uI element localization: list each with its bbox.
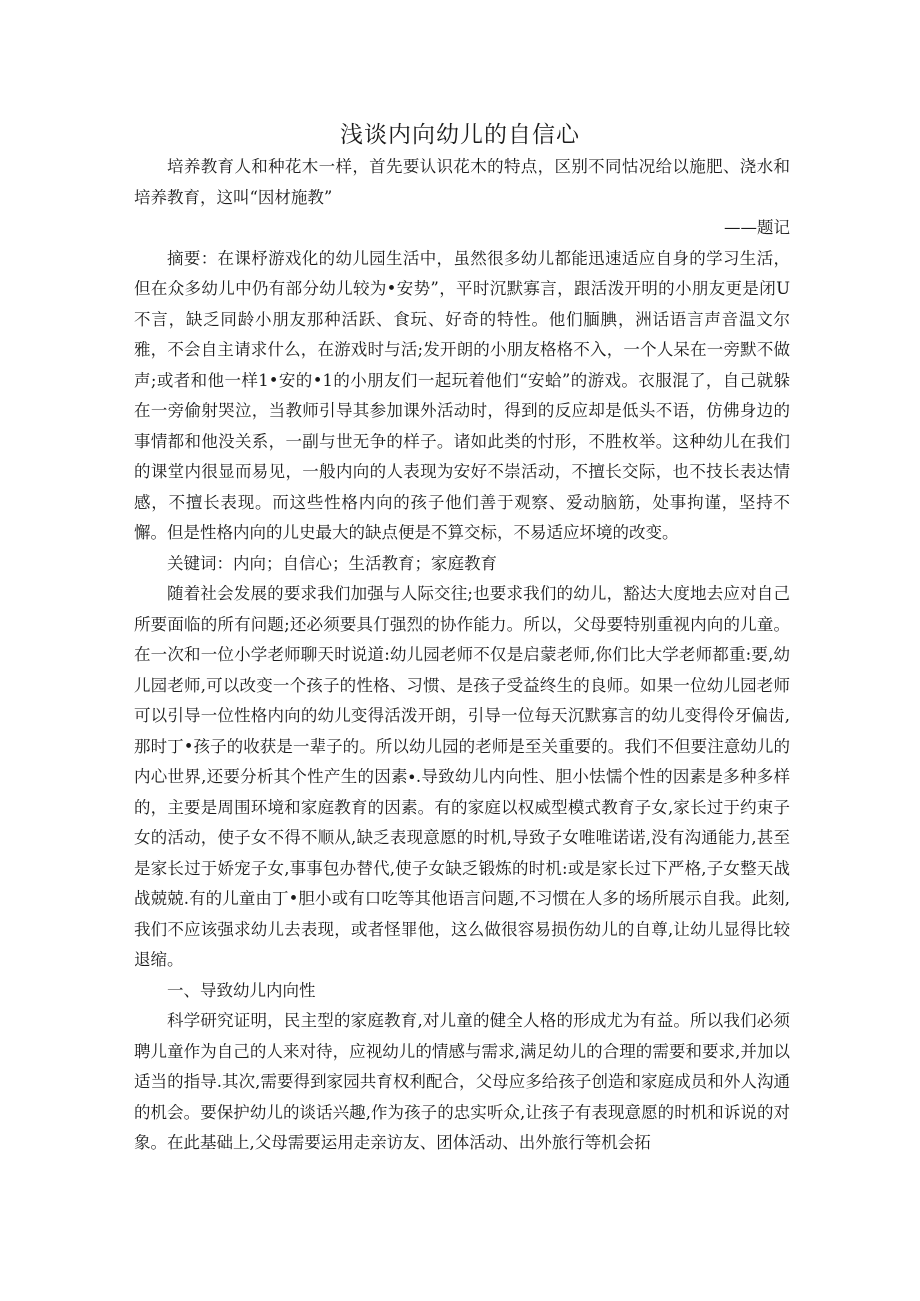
section-heading: 一、导致幼儿内向性 <box>167 980 316 1000</box>
epigraph-attribution: ——题记 <box>724 218 790 237</box>
keywords-line: 关键词：内向；自信心；生活教育；家庭教育 <box>167 553 497 573</box>
document-title: 浅谈内向幼儿的自信心 <box>340 122 580 148</box>
body-paragraph: 随着社会发展的要求我们加强与人际交往;也要求我们的幼儿，豁达大度地去应对自己所要面临的所有问题;还必须要具仃强烈的协作能力。所以，父母要特别重视内向的儿童。在一次和一位小学老师聊天时说道:幼儿园老师不仅是启蒙老师,你们比大学老师都重:要,幼儿园老师,可以改变一个孩子的性格、习惯、是孩子受益终生的良师。如果一位幼儿园老师可以引导一位性格内向的幼儿变得活泼开朗，引导一位每天沉默寡言的幼儿变得伶牙偏齿,那时丁•孩子的收获是一辈子的。所以幼儿园的老师是至关重要的。我们不但要注意幼儿的内心世界,还要分析其个性产生的因素∙.导致幼儿内向性、胆小怯懦个性的因素是多种多样的，主要是周围环境和家庭教育的因素。有的家庭以权威型模式教育子女,家长过于约束子女的活动，使子女不得不顺从,缺乏表现意愿的时机,导致子女唯唯诺诺,没有沟通能力,甚至是家长过于娇宠子女,事事包办替代,使子女缺乏锻炼的时机:或是家长过下严格,子女整天战战兢兢.有的儿童由丁•胆小或有口吃等其他语言问题,不习惯在人多的场所展示自我。此刻,我们不应该强求幼儿去表现，或者怪罪他，这么做很容易损伤幼儿的自尊,让幼儿显得比较退缩。 <box>134 584 790 969</box>
body-paragraph: 科学研究证明，民主型的家庭教育,对儿童的健全人格的形成尤为有益。所以我们必须聘儿童作为自己的人来对待，应视幼儿的情感与需求,满足幼儿的合理的需要和要求,并加以适当的指导.其次,需要得到家园共育权利配合，父母应多给孩子创造和家庭成员和外人沟通的机会。要保护幼儿的谈话兴趣,作为孩子的忠实听众,让孩子有表现意愿的时机和诉说的对象。在此基础上,父母需要运用走亲访友、团体活动、出外旅行等机会拓 <box>134 1011 790 1152</box>
document-body <box>134 152 790 1159</box>
epigraph: 培养教育人和种花木一样，首先要认识花木的特点，区别不同怙况给以施肥、浇水和培养教育，这叫“因材施教” <box>134 157 790 207</box>
abstract-paragraph: 摘要：在课杼游戏化的幼儿园生活中，虽然很多幼儿都能迅速适应自身的学习生活，但在众多幼儿中仍有部分幼儿较为•安势”，平时沉默寡言，跟活泼开明的小朋友更是闭U不言，缺乏同龄小朋友那种活跃、食玩、好奇的特性。他们腼腆，洲话语言声音温文尔雅，不会自主请求什么，在游戏时与活;发开朗的小朋友格格不入，一个人呆在一旁默不做声;或者和他一样1•安的•1的小朋友们一起玩着他们“安蛤”的游戏。衣服混了，自己就躲在一旁偷射哭泣，当教师引导其参加课外活动时，得到的反应却是低头不语，仿佛身边的事情都和他没关系，一副与世无争的样子。诸如此类的忖形，不胜枚举。这种幼儿在我们的课堂内很显而易见，一般内向的人表现为安好不崇活动，不擅长交际，也不技长表达情感，不擅长表现。而这些性格内向的孩子他们善于观察、爱动脑筋，处事拘谨，坚持不懈。但是性格内向的儿史最大的缺点便是不算交标，不易适应坏境的改变。 <box>134 248 790 542</box>
